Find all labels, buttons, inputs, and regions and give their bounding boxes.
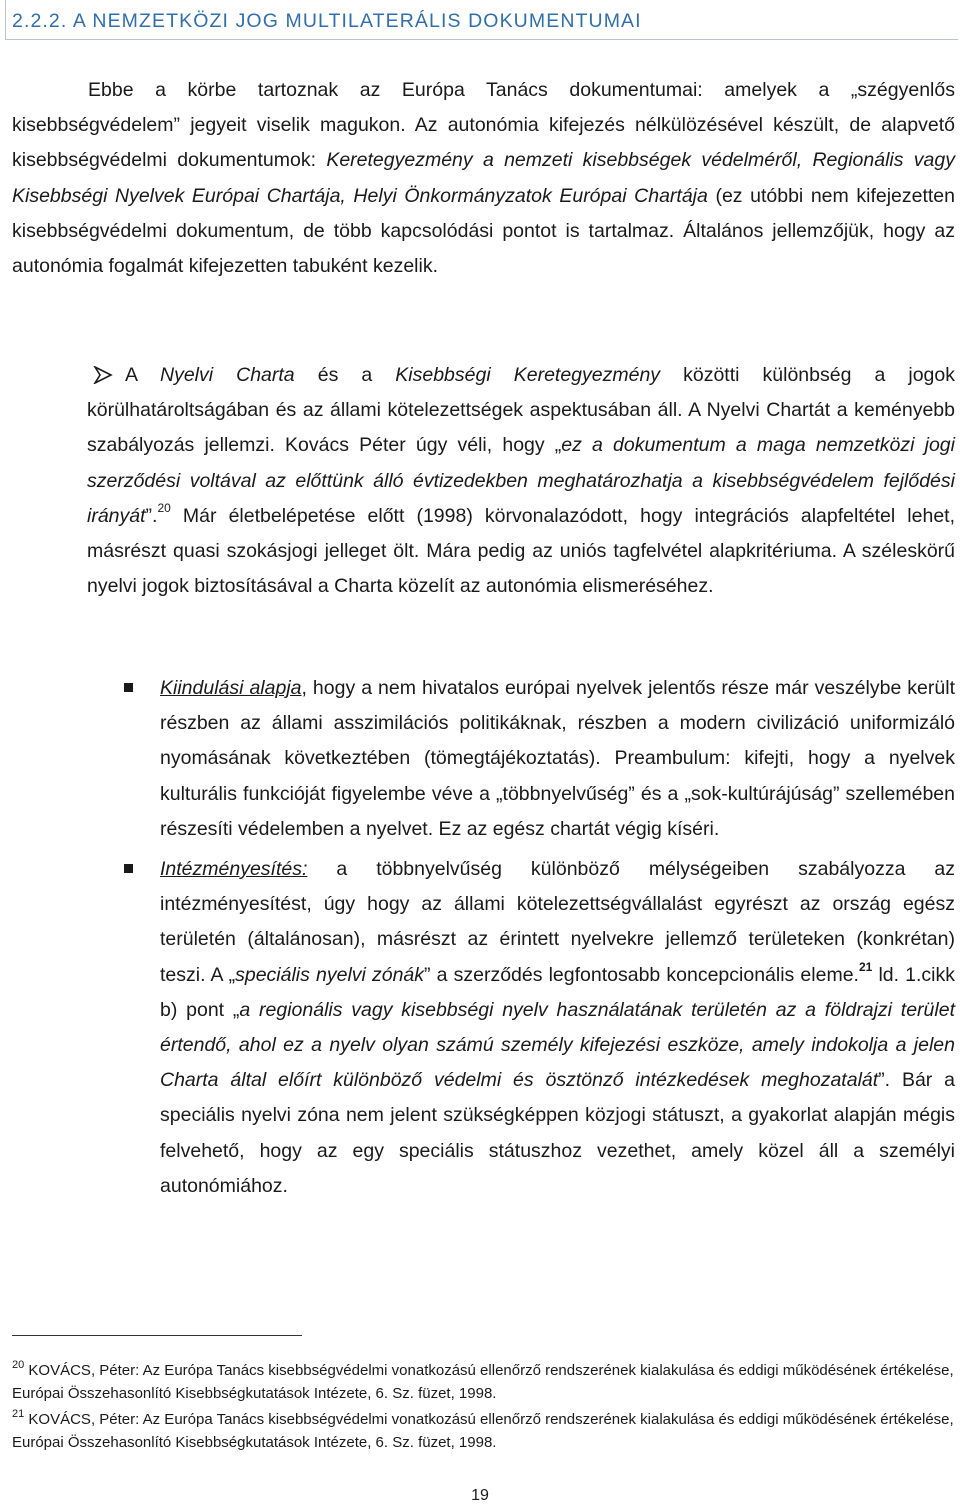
bullet-kiindulasi-alapja: Kiindulási alapja, hogy a nem hivatalos európai nyelvek jelentős része már veszélybe került részben az állami asszimilációs politikáknak, részben a modern civilizáció uniformizáló nyomásának következtében (tömegtájékoztatás). Preambulum: kifejti, hogy a nyelvek kulturális funkcióját figyelembe véve a „többnyelvűség” és a „sok-kultúrájúság” szellemében részesíti védelemben a nyelvet. Ez az egész chartát végig kíséri.: [160, 677, 955, 840]
section-heading: [5, 0, 958, 40]
square-bullet-icon: [124, 683, 133, 692]
charta-comparison-paragraph: A Nyelvi Charta és a Kisebbségi Keretegyezmény közötti különbség a jogok körülhatároltságában és az állami kötelezettségek aspektusában áll. A Nyelvi Chartát a keményebb szabályozás jellemzi. Kovács Péter úgy véli, hogy „ez a dokumentum a maga nemzetközi jogi szerződési voltával az előttünk álló évtizedekben meghatározhatja a kisebbségvédelem fejlődési irányát”.$^{20}$ Már életbelépetése előtt (1998) körvonalazódott, hogy integrációs alapfeltétel lehet, másrészt quasi szokásjogi jelleget ölt. Mára pedig az uniós tagfelvétel alapkritériuma. A széleskörű nyelvi jogok biztosításával a Charta közelít az autonómia elismeréséhez.: [87, 364, 955, 598]
bullet-intezmenyesites: Intézményesítés: a többnyelvűség különböző mélységeiben szabályozza az intézményesítést, úgy hogy az állami kötelezettségvállalást egyrészt az ország egész területén (általánosan), másrészt az érintett nyelvekre jellemző területeken (konkrétan) teszi. A „speciális nyelvi zónák” a szerződés legfontosabb koncepcionális eleme.$^{21}$ ld. 1.cikk b) pont „a regionális vagy kisebbségi nyelv használatának területén az a földrajzi terület értendő, ahol ez a nyelv olyan számú személy kifejezési eszköze, amely indokolja a jelen Charta által előírt különböző védelmi és ösztönző intézkedések meghozatalát”. Bár a speciális nyelvi zóna nem jelent szükségképpen közjogi státuszt, a gyakorlat alapján mégis felvehető, hogy az egy speciális státuszhoz vezethet, amely közel áll a személyi autonómiához.: [160, 858, 956, 1197]
page-number: 19: [471, 1487, 489, 1504]
footnote-separator: [12, 1335, 302, 1336]
footnote-20: $^{20}$ KOVÁCS, Péter: Az Európa Tanács kisebbségvédelmi vonatkozású ellenőrző rendszerének kialakulása és eddigi működésének értékelése, Európai Összehasonlító Kisebbségkutatások Intézete, 6. Sz. füzet, 1998.: [12, 1359, 954, 1402]
bullet-label: Kiindulási alapja: [160, 677, 302, 699]
footnote-ref-21[interactable]: 21: [858, 960, 873, 975]
square-bullet-icon: [124, 864, 133, 873]
footnote-ref-20[interactable]: 20: [157, 501, 171, 516]
kovacs-quote: ez a dokumentum a maga nemzetközi jogi szerződési voltával az előttünk álló évtizedekben meghatározhatja a kisebbségvédelem fejlődési irányát: [87, 434, 955, 527]
intro-document-titles: Keretegyezmény a nemzeti kisebbségek védelméről, Regionális vagy Kisebbségi Nyelvek Európai Chartája, Helyi Önkormányzatok Európai Chartája: [12, 149, 955, 207]
charta-definition-quote: a regionális vagy kisebbségi nyelv használatának területén az a földrajzi terület értendő, ahol ez a nyelv olyan számú személy kifejezési eszköze, amely indokolja a jelen Charta által előírt különböző védelmi és ösztönző intézkedések meghozatalát: [160, 998, 955, 1092]
intro-paragraph: Ebbe a körbe tartoznak az Európa Tanács dokumentumai: amelyek a „szégyenlős kisebbségvédelem” jegyeit viselik magukon. Az autonómia kifejezés nélkülözésével készült, de alapvető kisebbségvédelmi dokumentumok: Keretegyezmény a nemzeti kisebbségek védelméről, Regionális vagy Kisebbségi Nyelvek Európai Chartája, Helyi Önkormányzatok Európai Chartája (ez utóbbi nem kifejezetten kisebbségvédelmi dokumentum, de több kapcsolódási pontot is tartalmaz. Általános jellemzőjük, hogy az autonómia fogalmát kifejezetten tabuként kezelik.: [12, 79, 956, 278]
section-number: 2.2.2.: [12, 10, 68, 32]
section-title: A NEMZETKÖZI JOG MULTILATERÁLIS DOKUMENTUMAI: [72, 10, 642, 32]
bullet-label: Intézményesítés:: [160, 858, 308, 880]
footnote-21: $^{21}$ KOVÁCS, Péter: Az Európa Tanács kisebbségvédelmi vonatkozású ellenőrző rendszerének kialakulása és eddigi működésének értékelése, Európai Összehasonlító Kisebbségkutatások Intézete, 6. Sz. füzet, 1998.: [12, 1408, 954, 1451]
